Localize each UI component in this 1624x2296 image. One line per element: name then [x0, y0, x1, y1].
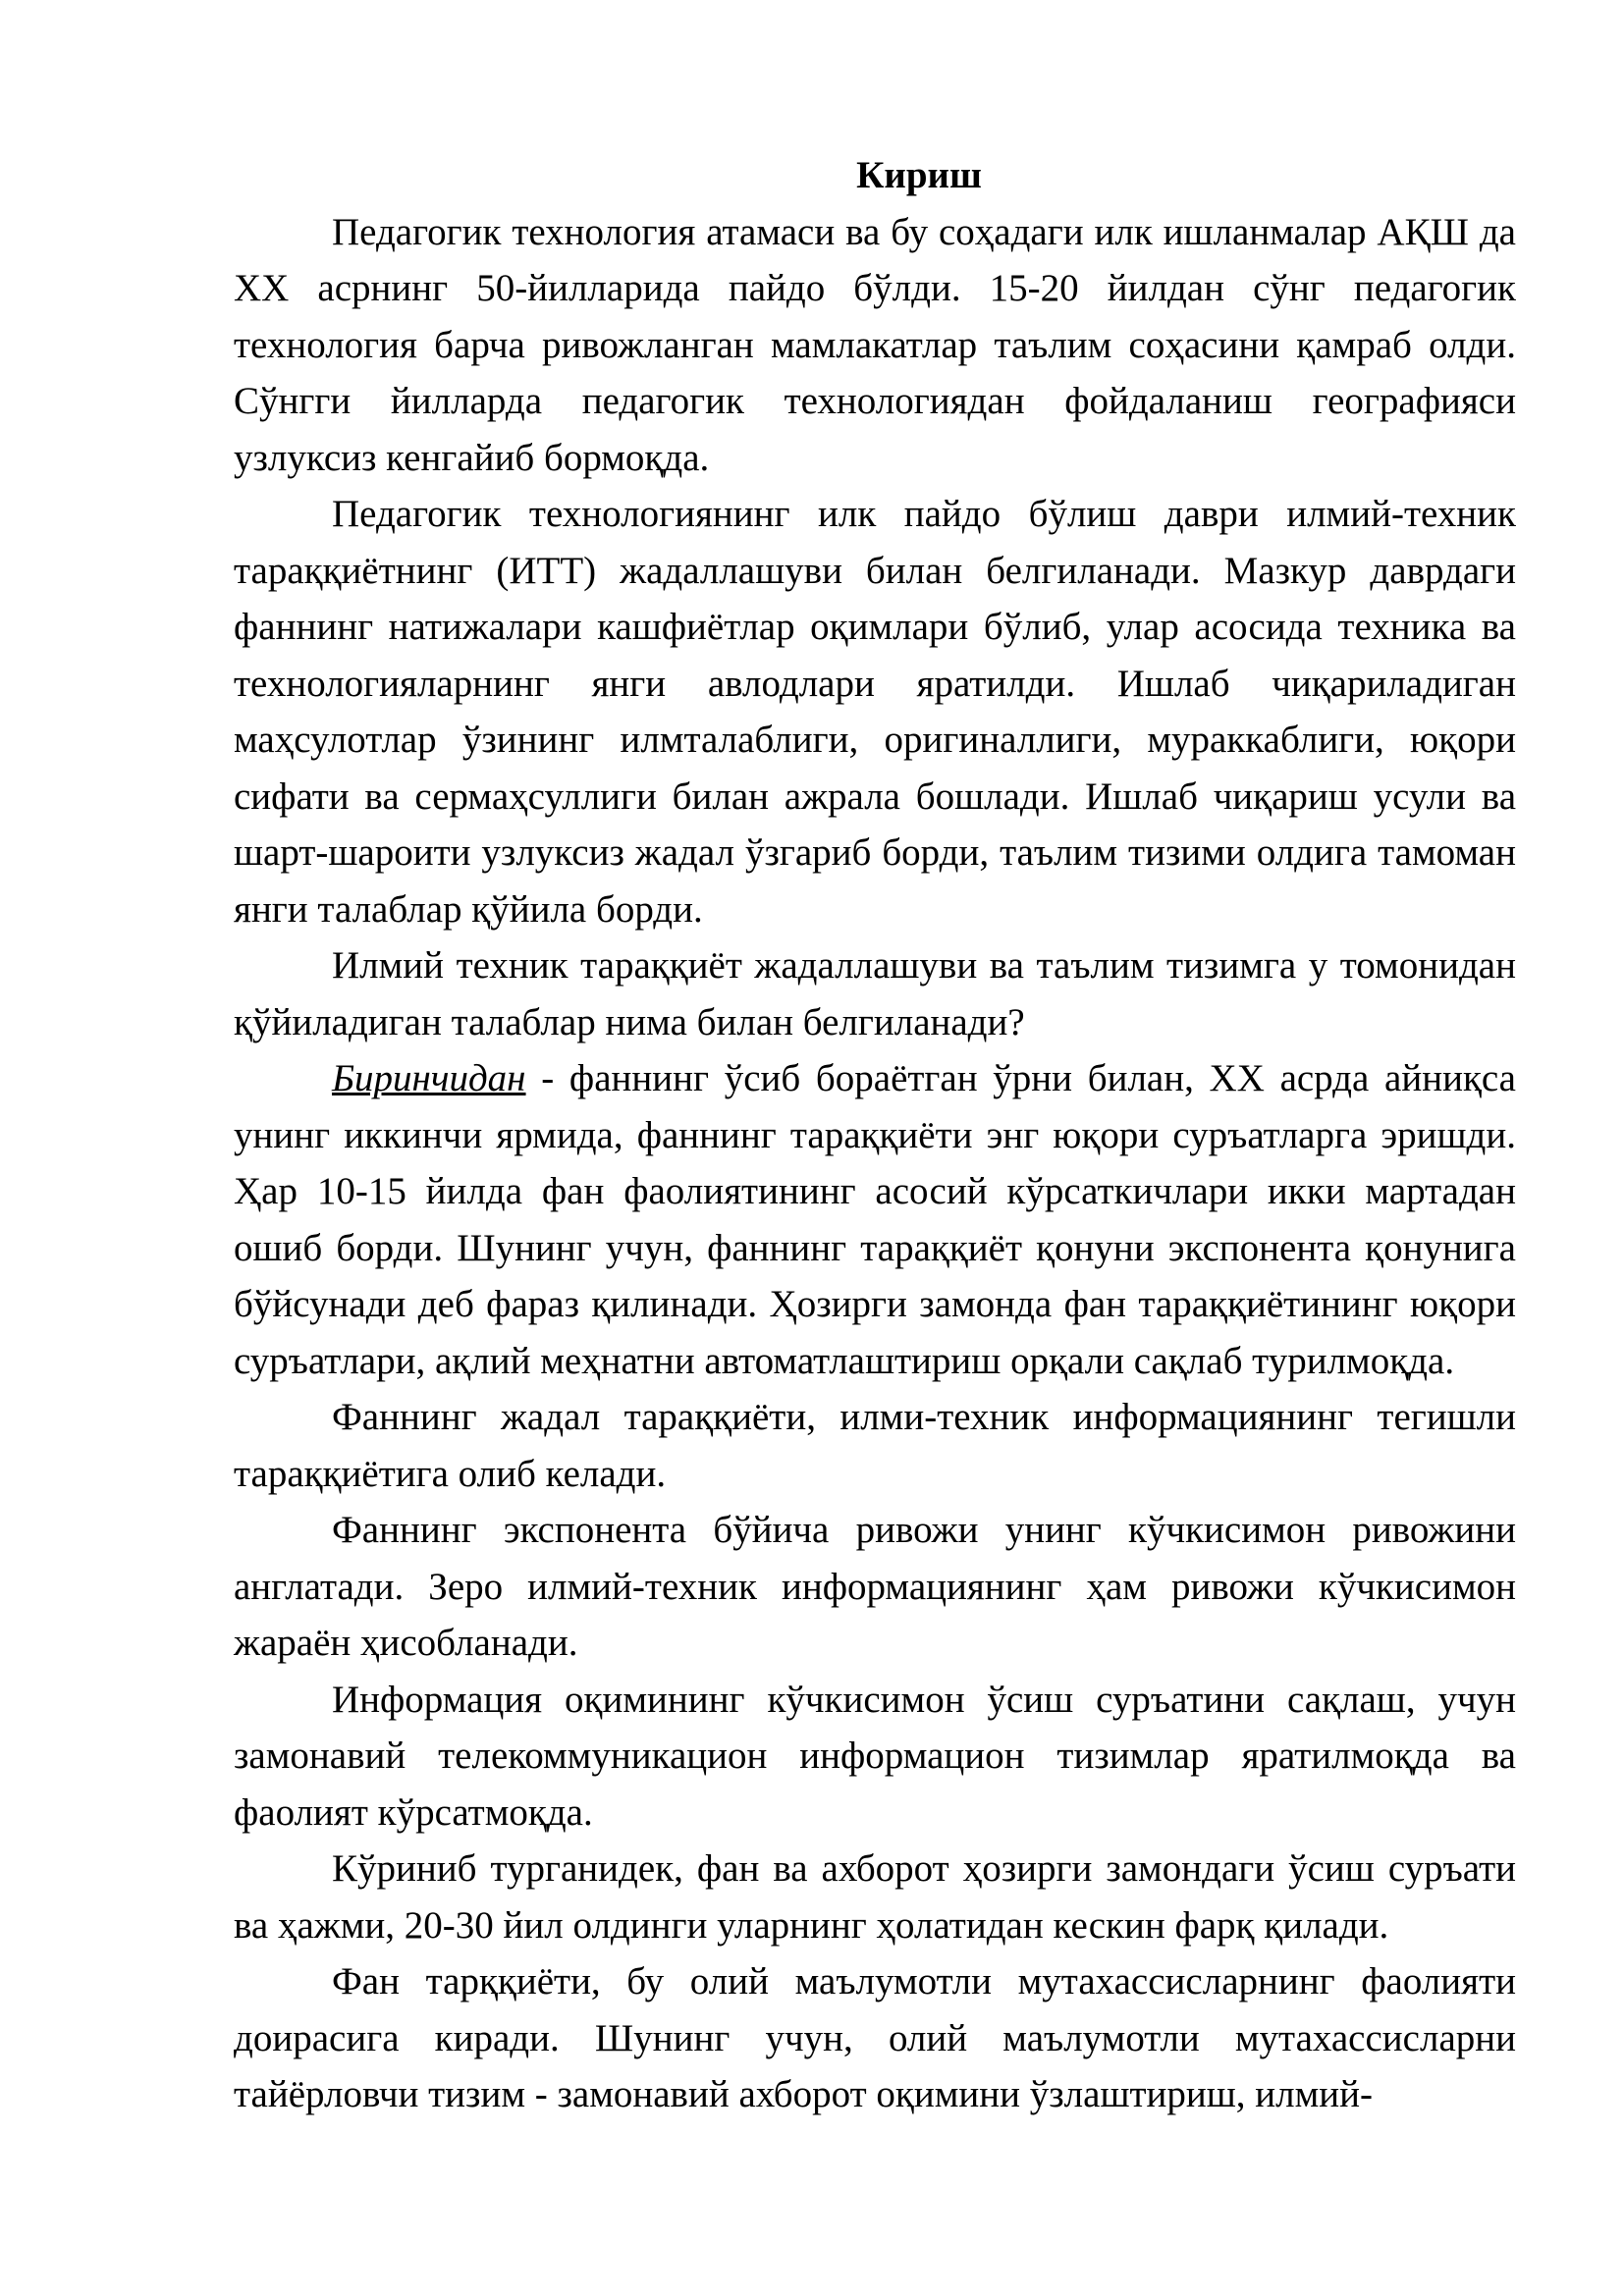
paragraph-8: Кўриниб турганидек, фан ва ахборот ҳозирги замондаги ўсиш суръати ва ҳажми, 20-30 йил олдинги уларнинг ҳолатидан кескин фарқ қилади. — [234, 1847, 1516, 1947]
paragraph-3: Илмий техник тараққиёт жадаллашуви ва таълим тизимга у томонидан қўйиладиган талаблар нима билан белгиланади? — [234, 944, 1516, 1043]
paragraph-first-point — [234, 1050, 1516, 1389]
paragraph-5: Фаннинг жадал тараққиёти, илми-техник информациянинг тегишли тараққиётига олиб келади. — [234, 1396, 1516, 1495]
first-point-lead: Биринчидан — [332, 1057, 526, 1099]
paragraph-1: Педагогик технология атамаси ва бу соҳадаги илк ишланмалар АҚШ да XX асрнинг 50-йилларида пайдо бўлди. 15-20 йилдан сўнг педагогик технология барча ривожланган мамлакатлар таълим соҳасини қамраб олди. Сўнгги йилларда педагогик технологиядан фойдаланиш географияси узлуксиз кенгайиб бормоқда. — [234, 210, 1516, 479]
paragraph-7: Информация оқимининг кўчкисимон ўсиш суръатини сақлаш, учун замонавий телекоммуникацион информацион тизимлар яратилмоқда ва фаолият кўрсатмоқда. — [234, 1678, 1516, 1834]
first-point-text: - фаннинг ўсиб бораётган ўрни билан, XX асрда айниқса унинг иккинчи ярмида, фаннинг тараққиёти энг юқори суръатларга эришди. Ҳар 10-15 йилда фан фаолиятининг асосий кўрсаткичлари икки мартадан ошиб борди. Шунинг учун, фаннинг тараққиёт қонуни экспонента қонунига бўйсунади деб фараз қилинади. Ҳозирги замонда фан тараққиётининг юқори суръатлари, ақлий меҳнатни автоматлаштириш орқали сақлаб турилмоқда. — [234, 1057, 1516, 1382]
document-page — [234, 147, 1516, 2123]
paragraph-2: Педагогик технологиянинг илк пайдо бўлиш даври илмий-техник тараққиётнинг (ИТТ) жадаллашуви билан белгиланади. Мазкур даврдаги фаннинг натижалари кашфиётлар оқимлари бўлиб, улар асосида техника ва технологияларнинг янги авлодлари яратилди. Ишлаб чиқариладиган маҳсулотлар ўзининг илмталаблиги, оригиналлиги, мураккаблиги, юқори сифати ва сермаҳсуллиги билан ажрала бошлади. Ишлаб чиқариш усули ва шарт-шароити узлуксиз жадал ўзгариб борди, таълим тизими олдига тамоман янги талаблар қўйила борди. — [234, 493, 1516, 931]
paragraph-6: Фаннинг экспонента бўйича ривожи унинг кўчкисимон ривожини англатади. Зеро илмий-техник информациянинг ҳам ривожи кўчкисимон жараён ҳисобланади. — [234, 1509, 1516, 1664]
document-title: Кириш — [856, 154, 982, 196]
paragraph-9: Фан тарққиёти, бу олий маълумотли мутахассисларнинг фаолияти доирасига киради. Шунинг учун, олий маълумотли мутахассисларни тайёрловчи тизим - замонавий ахборот оқимини ўзлаштириш, илмий- — [234, 1960, 1516, 2115]
